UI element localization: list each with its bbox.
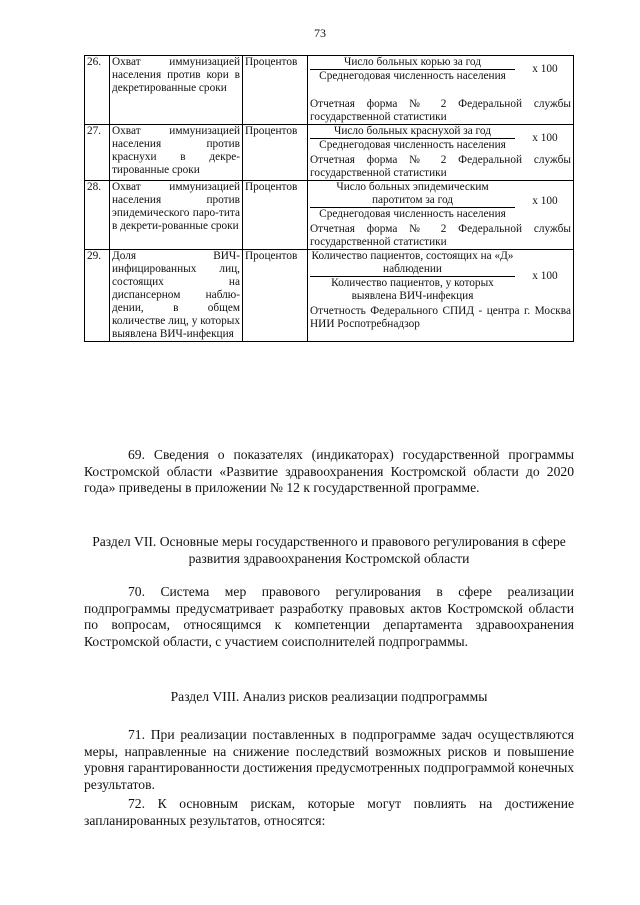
formula [310,56,571,83]
formula-denominator: Среднегодовая численность населения [319,208,506,220]
table-row [85,125,574,181]
formula-cell [308,181,574,250]
indicator-name: Охват иммунизацией населения против краснухи в декре-тированные сроки [110,125,243,181]
data-source: Отчетность Федерального СПИД - центра г. Москва НИИ Роспотребнадзор [310,305,571,330]
unit-of-measure: Процентов [243,250,308,342]
formula-cell [308,56,574,125]
formula-cell [308,250,574,342]
indicator-name: Доля ВИЧ-инфицированных лиц, состоящих на диспансерном наблю-дении, в общем количестве лиц, у которых выявлена ВИЧ-инфекция [110,250,243,342]
formula-denominator: Среднегодовая численность населения [319,70,506,82]
formula-numerator: Число больных краснухой за год [310,125,515,139]
formula-multiplier: x 100 [532,270,558,282]
data-source: Отчетная форма № 2 Федеральной службы государственной статистики [310,98,571,123]
formula-denominator: Количество пациентов, у которых выявлена ВИЧ-инфекция [331,277,494,302]
table-row [85,181,574,250]
unit-of-measure: Процентов [243,181,308,250]
row-number: 28. [85,181,110,250]
indicator-name: Охват иммунизацией населения против кори в декретированные сроки [110,56,243,125]
row-number: 27. [85,125,110,181]
paragraph-70: 70. Система мер правового регулирования в сфере реализации подпрограммы предусматривает разработку правовых актов Костромской области по вопросам, относящимся к компетенции департамента здравоохранения Костромской области, с участием соисполнителей подпрограммы. [84,584,574,649]
formula-denominator: Среднегодовая численность населения [319,139,506,151]
unit-of-measure: Процентов [243,125,308,181]
page-number: 73 [314,26,326,40]
indicator-name: Охват иммунизацией населения против эпидемического паро-тита в декрети-рованные сроки [110,181,243,250]
formula-multiplier: x 100 [532,194,558,207]
data-source: Отчетная форма № 2 Федеральной службы государственной статистики [310,223,571,248]
formula [310,181,571,221]
table-row [85,56,574,125]
formula-multiplier: x 100 [532,132,558,144]
section-7-heading: Раздел VII. Основные меры государственного и правового регулирования в сфере развития здравоохранения Костромской области [92,534,566,566]
formula [310,125,571,152]
formula-numerator: Число больных корью за год [310,56,515,70]
formula [310,250,571,303]
formula-numerator: Количество пациентов, состоящих на «Д» наблюдении [311,250,514,275]
paragraph-69: 69. Сведения о показателях (индикаторах) государственной программы Костромской области «Развитие здравоохранения Костромской области до 2020 года» приведены в приложении № 12 к государственной программе. [84,447,574,496]
table-row [85,250,574,342]
formula-cell [308,125,574,181]
row-number: 26. [85,56,110,125]
formula-multiplier: x 100 [532,63,558,75]
paragraph-72: 72. К основным рискам, которые могут повлиять на достижение запланированных результатов, относятся: [84,796,574,828]
formula-numerator: Число больных эпидемическим паротитом за год [310,181,515,208]
paragraph-71: 71. При реализации поставленных в подпрограмме задач осуществляются меры, направленные на снижение последствий возможных рисков и повышение уровня гарантированности достижения предусмотренных подпрограммой конечных результатов. [84,727,574,792]
section-8-heading: Раздел VIII. Анализ рисков реализации подпрограммы [170,689,488,704]
unit-of-measure: Процентов [243,56,308,125]
data-source: Отчетная форма № 2 Федеральной службы государственной статистики [310,154,571,179]
indicators-table [84,55,574,342]
row-number: 29. [85,250,110,342]
